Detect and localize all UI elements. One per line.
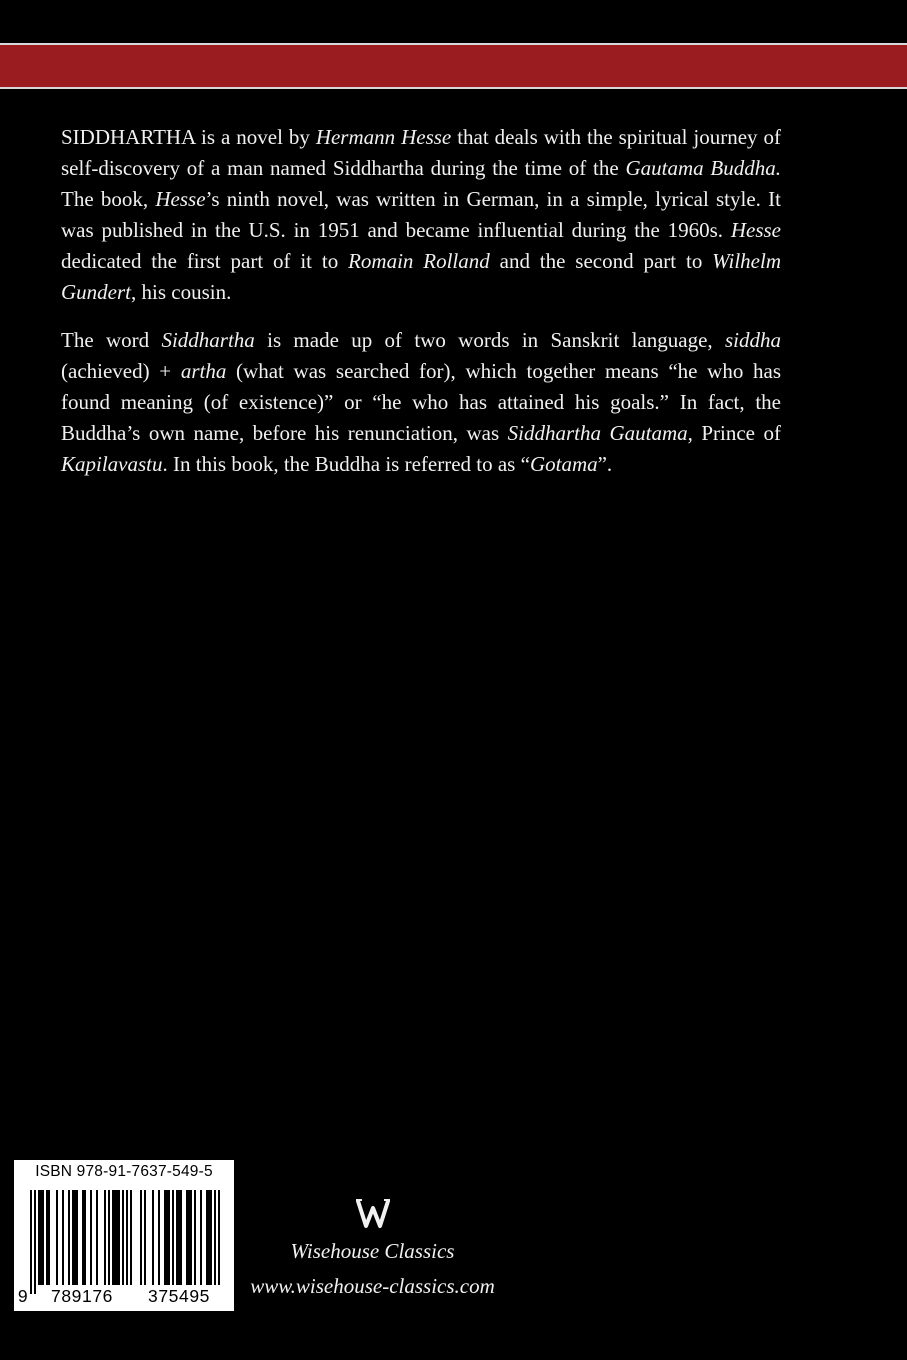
barcode-bar xyxy=(218,1190,220,1294)
italic-run: Kapilavastu xyxy=(61,452,163,476)
italic-run: artha xyxy=(180,359,227,383)
text-run: ’s ninth novel, was written in German, in a simple, lyrical style. It was published in the U.S. in 1951 and became influential during the 1960s. xyxy=(61,187,781,242)
barcode-bar xyxy=(90,1190,92,1285)
text-run: ”. xyxy=(597,452,613,476)
publisher-name: Wisehouse Classics xyxy=(290,1239,455,1263)
blurb-paragraph-1 xyxy=(61,122,781,308)
barcode-bar xyxy=(180,1190,182,1285)
barcode-bar xyxy=(168,1190,170,1285)
barcode-bar xyxy=(48,1190,50,1285)
barcode-bars xyxy=(14,1184,234,1296)
barcode-bar xyxy=(144,1190,146,1285)
barcode-bar xyxy=(56,1190,58,1285)
text-run: The book, xyxy=(61,187,156,211)
barcode-bar xyxy=(130,1190,132,1285)
publisher-url[interactable]: www.wisehouse-classics.com xyxy=(250,1274,495,1298)
barcode-bar xyxy=(214,1190,216,1294)
barcode-bar xyxy=(188,1190,190,1285)
barcode-bar xyxy=(114,1190,116,1285)
barcode-bar xyxy=(68,1190,70,1285)
barcode-bar xyxy=(40,1190,42,1285)
barcode-bar xyxy=(34,1190,36,1294)
barcode-bar xyxy=(178,1190,180,1285)
w-logo-icon xyxy=(355,1195,391,1231)
back-cover-blurb xyxy=(61,122,781,497)
barcode-bar xyxy=(164,1190,166,1285)
barcode-bar xyxy=(186,1190,188,1285)
text-run: that deals with the spiritual journey of self-discovery of a man named Siddhartha during the time of the xyxy=(61,125,781,180)
barcode-bar xyxy=(206,1190,208,1285)
isbn-label: ISBN 978-91-7637-549-5 xyxy=(35,1163,213,1180)
text-run: dedicated the first part of it to xyxy=(61,249,349,273)
barcode-bar xyxy=(158,1190,160,1285)
barcode-bar xyxy=(46,1190,48,1285)
blurb-paragraph-2 xyxy=(61,325,781,480)
barcode-bar xyxy=(62,1190,64,1285)
barcode-bar xyxy=(166,1190,168,1285)
italic-run: Wilhelm Gundert xyxy=(61,249,781,304)
italic-run: siddha xyxy=(724,328,781,352)
barcode-bar xyxy=(76,1190,78,1285)
barcode-bar xyxy=(72,1190,74,1285)
isbn-barcode xyxy=(14,1160,234,1311)
publisher-block xyxy=(240,1195,505,1300)
barcode-bar xyxy=(172,1190,174,1285)
italic-run: Siddhartha xyxy=(161,328,255,352)
barcode-digits-right: 375495 xyxy=(132,1285,226,1307)
barcode-bar xyxy=(116,1190,118,1285)
italic-run: Hermann Hesse xyxy=(315,125,452,149)
italic-run: Siddhartha Gautama xyxy=(507,421,688,445)
top-red-band xyxy=(0,43,907,89)
italic-run: Hesse xyxy=(155,187,206,211)
barcode-bar xyxy=(74,1190,76,1285)
italic-run: Gotama xyxy=(529,452,598,476)
barcode-bar xyxy=(30,1190,32,1294)
barcode-bar xyxy=(84,1190,86,1285)
barcode-bar xyxy=(108,1190,110,1285)
barcode-digit-first: 9 xyxy=(17,1286,29,1306)
barcode-bar xyxy=(176,1190,178,1285)
barcode-bar xyxy=(140,1190,142,1285)
barcode-bar xyxy=(122,1190,124,1294)
italic-run: Gautama Buddha. xyxy=(625,156,781,180)
text-run: and the second part to xyxy=(489,249,713,273)
text-run: is made up of two words in Sanskrit language, xyxy=(254,328,725,352)
barcode-bar xyxy=(210,1190,212,1285)
barcode-bar xyxy=(194,1190,196,1285)
text-run: . In this book, the Buddha is referred to as “ xyxy=(162,452,530,476)
text-run: (what was searched for), which together means “he who has found meaning (of existence)” or “he who has attained his goals.” In fact, the Buddha’s own name, before his renunciation, was xyxy=(61,359,781,445)
barcode-bar xyxy=(126,1190,128,1294)
barcode-bar xyxy=(42,1190,44,1285)
barcode-bar xyxy=(200,1190,202,1285)
barcode-bar xyxy=(38,1190,40,1285)
barcode-digits-left: 789176 xyxy=(36,1285,128,1307)
barcode-bar xyxy=(152,1190,154,1285)
barcode-bar xyxy=(118,1190,120,1285)
text-run: , Prince of xyxy=(687,421,781,445)
barcode-bar xyxy=(96,1190,98,1285)
italic-run: Hesse xyxy=(730,218,781,242)
barcode-bar xyxy=(104,1190,106,1285)
italic-run: Romain Rolland xyxy=(348,249,490,273)
text-run: The word xyxy=(61,328,162,352)
text-run: (achieved) + xyxy=(61,359,181,383)
text-run: , his cousin. xyxy=(131,280,232,304)
barcode-bar xyxy=(112,1190,114,1285)
barcode-bar xyxy=(208,1190,210,1285)
barcode-bar xyxy=(82,1190,84,1285)
barcode-bar xyxy=(190,1190,192,1285)
text-run: SIDDHARTHA is a novel by xyxy=(61,125,316,149)
